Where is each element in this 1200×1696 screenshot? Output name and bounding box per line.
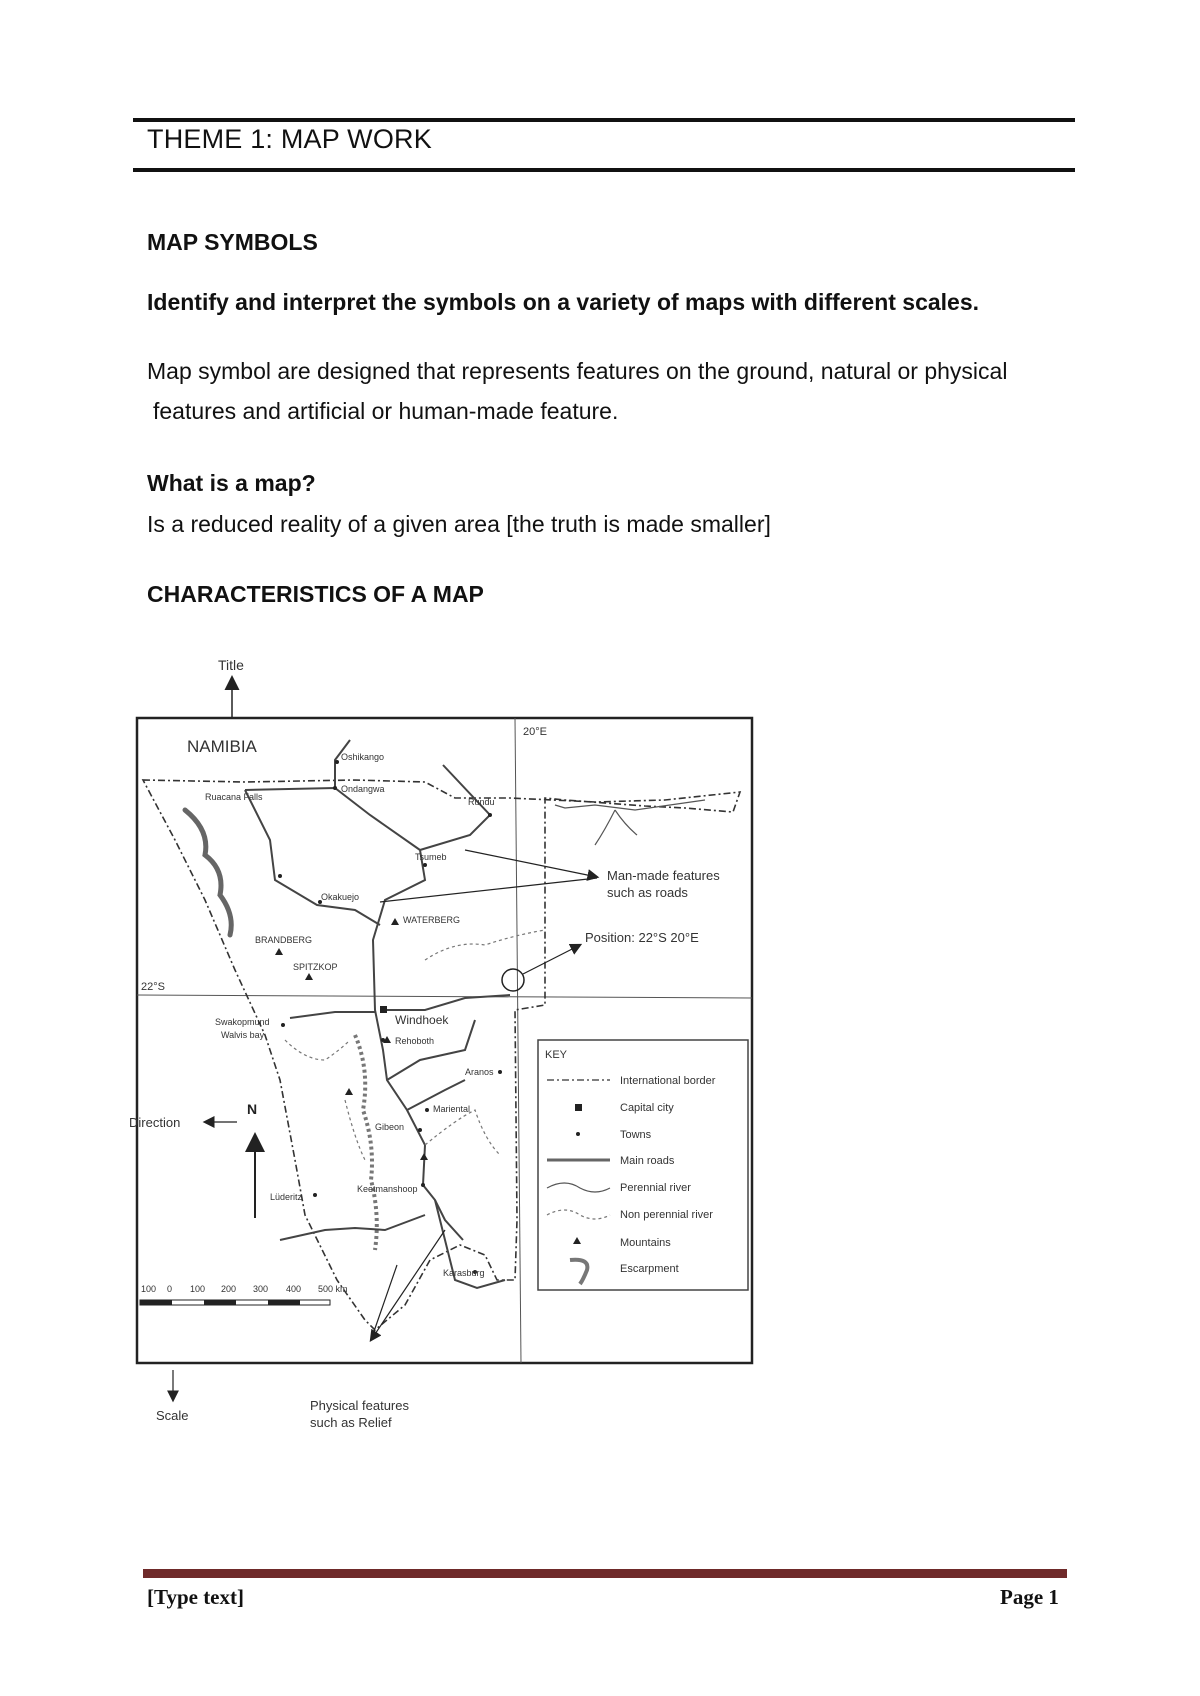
position-arrow [523, 945, 580, 974]
svg-text:WATERBERG: WATERBERG [403, 915, 461, 925]
latitude-line [137, 995, 752, 998]
physical-label-1: Physical features [310, 1398, 409, 1413]
svg-text:Karasburg: Karasburg [443, 1268, 485, 1278]
scale-label: Scale [156, 1408, 189, 1423]
svg-text:Okakuejo: Okakuejo [321, 892, 360, 902]
question-heading: What is a map? [147, 470, 316, 496]
place-markers [275, 760, 502, 1274]
latitude-label: 22°S [141, 981, 165, 993]
main-roads [245, 740, 510, 1288]
svg-text:100: 100 [141, 1284, 157, 1294]
manmade-arrow-1 [465, 850, 597, 877]
svg-text:Non perennial river: Non perennial river [620, 1209, 713, 1221]
header-rule-bottom [133, 168, 1075, 172]
manmade-label-1: Man-made features [607, 868, 720, 883]
svg-text:International border: International border [620, 1075, 716, 1087]
escarpment-line-south [355, 1035, 377, 1250]
svg-text:Mountains: Mountains [620, 1237, 671, 1249]
footer-left-text: [Type text] [147, 1585, 244, 1609]
map-key-title: KEY [545, 1049, 568, 1061]
svg-text:0: 0 [167, 1284, 173, 1294]
footer-page-number: Page 1 [1000, 1585, 1059, 1609]
answer-text: Is a reduced reality of a given area [the truth is made smaller] [147, 511, 771, 537]
map-title: NAMIBIA [187, 737, 257, 756]
svg-text:Mariental: Mariental [433, 1104, 471, 1114]
svg-text:Escarpment: Escarpment [620, 1263, 679, 1275]
svg-text:SPITZKOP: SPITZKOP [293, 962, 338, 972]
svg-text:Windhoek: Windhoek [395, 1013, 449, 1027]
manmade-arrow-2 [380, 878, 597, 902]
svg-text:200: 200 [221, 1284, 237, 1294]
scale-bar [140, 1300, 330, 1305]
characteristics-heading: CHARACTERISTICS OF A MAP [147, 581, 484, 607]
namibia-map-figure [125, 640, 865, 1460]
svg-text:Main roads: Main roads [620, 1155, 675, 1167]
paragraph-line-1: Map symbol are designed that represents features on the ground, natural or physical [147, 358, 1008, 384]
position-label: Position: 22°S 20°E [585, 930, 699, 945]
position-circle [502, 969, 524, 991]
svg-text:Tsumeb: Tsumeb [415, 852, 447, 862]
svg-text:Gibeon: Gibeon [375, 1122, 405, 1132]
scale-bar-labels [141, 1284, 348, 1294]
header-rule-top [133, 118, 1075, 122]
svg-text:400: 400 [286, 1284, 302, 1294]
objective-text: Identify and interpret the symbols on a variety of maps with different scales. [147, 289, 980, 315]
manmade-label-2: such as roads [607, 885, 688, 900]
theme-title: THEME 1: MAP WORK [147, 124, 432, 154]
svg-text:Rehoboth: Rehoboth [395, 1036, 435, 1046]
perennial-rivers [555, 800, 705, 845]
physical-label-2: such as Relief [310, 1415, 392, 1430]
svg-text:Keetmanshoop: Keetmanshoop [357, 1184, 418, 1194]
svg-text:Walvis bay: Walvis bay [221, 1030, 265, 1040]
direction-label: Direction [129, 1115, 181, 1130]
paragraph-line-2: features and artificial or human-made feature. [153, 398, 619, 424]
svg-text:Ondangwa: Ondangwa [341, 784, 385, 794]
svg-text:Lüderitz: Lüderitz [270, 1192, 303, 1202]
svg-text:500 km: 500 km [318, 1284, 348, 1294]
footer-rule [143, 1569, 1067, 1578]
svg-text:Towns: Towns [620, 1129, 652, 1141]
svg-text:Oshikango: Oshikango [341, 752, 385, 762]
title-callout-label: Title [218, 657, 244, 673]
physical-arrow-2 [371, 1265, 397, 1340]
svg-text:Ruacana Falls: Ruacana Falls [205, 792, 263, 802]
svg-text:BRANDBERG: BRANDBERG [255, 935, 313, 945]
svg-text:Swakopmund: Swakopmund [215, 1017, 270, 1027]
svg-text:Rundu: Rundu [468, 797, 495, 807]
place-labels [205, 752, 495, 1278]
svg-text:300: 300 [253, 1284, 269, 1294]
svg-text:Perennial river: Perennial river [620, 1182, 691, 1194]
north-label: N [247, 1101, 258, 1117]
svg-text:Capital city: Capital city [620, 1102, 674, 1114]
svg-text:100: 100 [190, 1284, 206, 1294]
section-heading: MAP SYMBOLS [147, 229, 318, 255]
svg-text:Aranos: Aranos [465, 1067, 494, 1077]
longitude-label: 20°E [523, 726, 547, 738]
physical-arrow-1 [371, 1230, 445, 1340]
